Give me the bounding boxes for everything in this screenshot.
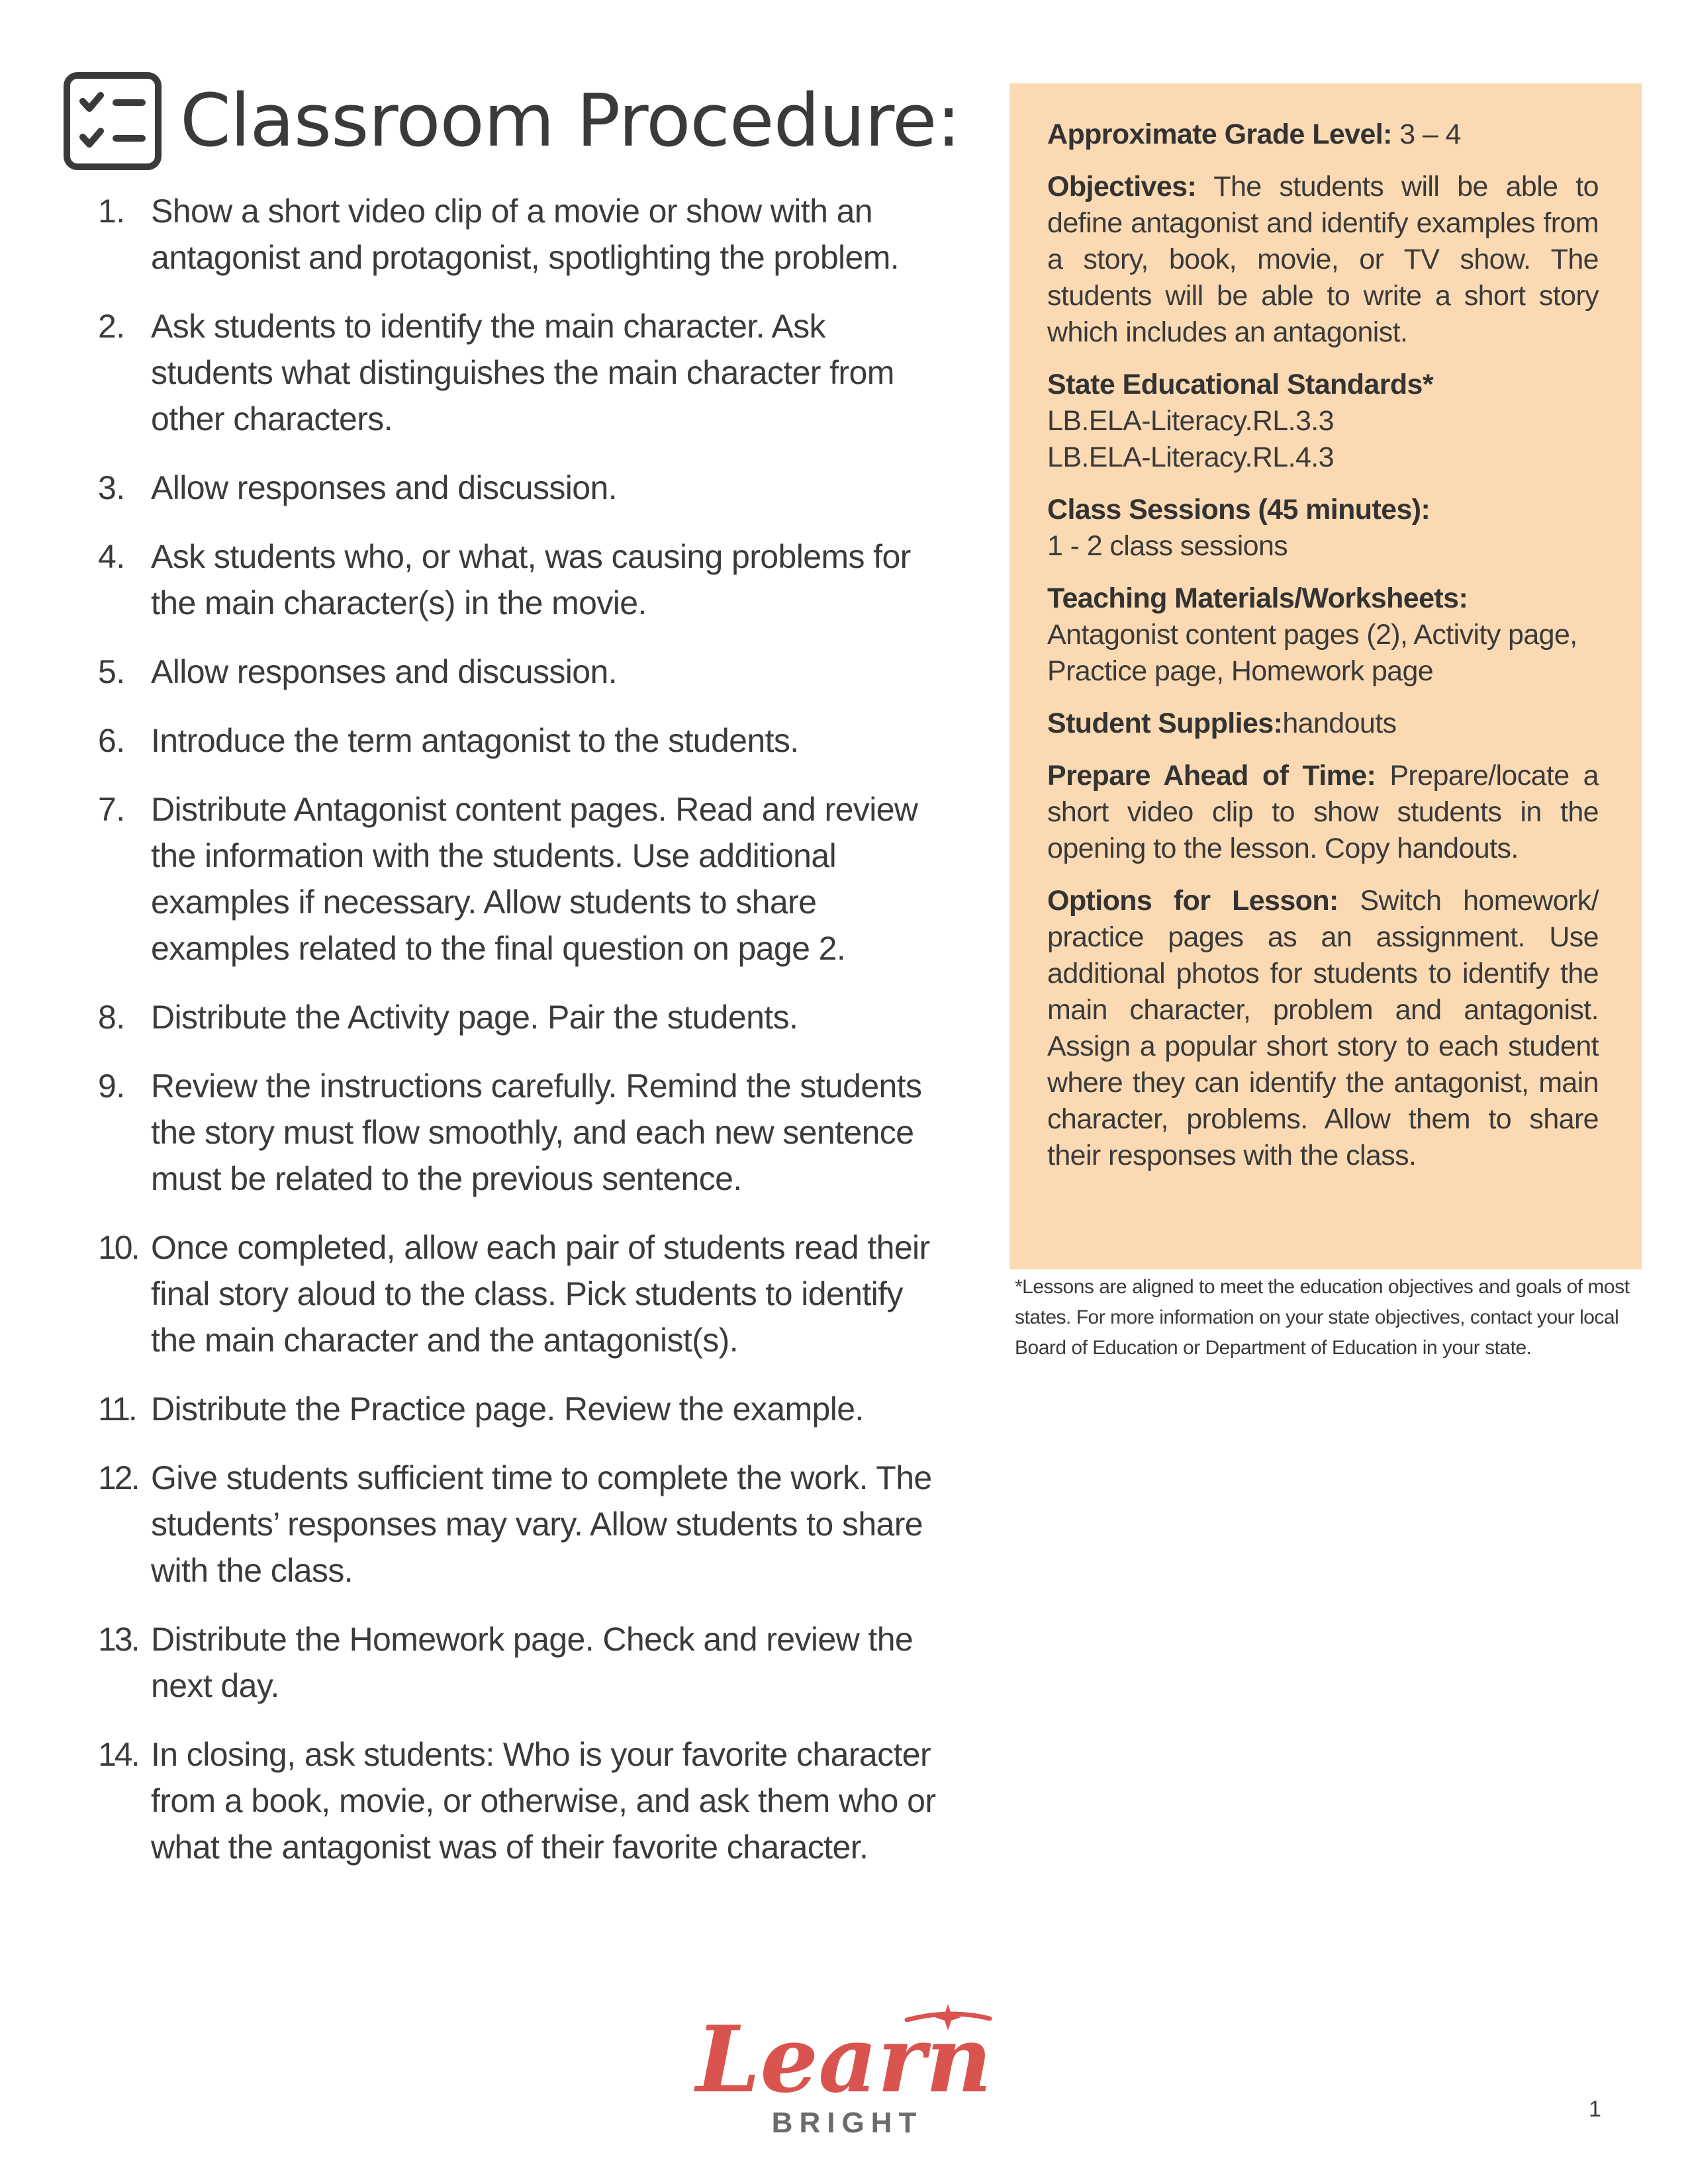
class-sessions-value: 1 - 2 class sessions xyxy=(1047,530,1288,562)
step-text: Distribute Antagonist content pages. Read and review the information with the students. Use additional examples if necessary. Allow students to share examples related to the final question on page 2. xyxy=(151,791,918,967)
materials-label: Teaching Materials/Worksheets: xyxy=(1047,582,1468,614)
page-number: 1 xyxy=(1589,2097,1601,2122)
step-text: Show a short video clip of a movie or show with an antagonist and protagonist, spotlighting the problem. xyxy=(151,193,900,276)
procedure-step xyxy=(98,1616,952,1709)
standard-item: LB.ELA-Literacy.RL.3.3 xyxy=(1047,405,1334,437)
step-number: 10. xyxy=(98,1229,138,1266)
step-text: Introduce the term antagonist to the students. xyxy=(151,722,799,759)
procedure-step xyxy=(98,1224,952,1363)
procedure-step xyxy=(98,303,952,442)
step-number: 14. xyxy=(98,1736,138,1773)
standards-footnote: *Lessons are aligned to meet the education objectives and goals of most states. For more information on your state objectives, contact your local Board of Education or Department of Education in your state. xyxy=(1015,1276,1630,1359)
class-sessions-label: Class Sessions (45 minutes): xyxy=(1047,494,1430,525)
class-sessions-section xyxy=(1047,492,1599,565)
step-text: Distribute the Homework page. Check and review the next day. xyxy=(151,1621,914,1704)
options-label: Options for Lesson: xyxy=(1047,885,1338,917)
procedure-list xyxy=(98,188,952,1893)
step-number: 5. xyxy=(98,653,125,690)
procedure-step xyxy=(98,1455,952,1594)
prepare-label: Prepare Ahead of Time: xyxy=(1047,760,1376,792)
step-text: In closing, ask students: Who is your favorite character from a book, movie, or otherwise, and ask them who or what the antagonist was of their favorite character. xyxy=(151,1736,936,1866)
grade-level-label: Approximate Grade Level: xyxy=(1047,118,1392,150)
step-number: 7. xyxy=(98,791,125,828)
grade-level-section xyxy=(1047,116,1599,153)
step-number: 1. xyxy=(98,193,125,230)
standards-section xyxy=(1047,367,1599,476)
step-number: 2. xyxy=(98,308,125,345)
step-number: 9. xyxy=(98,1068,125,1105)
procedure-step xyxy=(98,717,952,764)
options-value: Switch homework/ practice pages as an assignment. Use additional photos for students to identify the main character, problem and antagonist. Assign a popular short story to each student where they can identify the antagonist, main character, problems. Allow them to share their responses with the class. xyxy=(1047,885,1599,1171)
supplies-section xyxy=(1047,705,1599,742)
prepare-section xyxy=(1047,758,1599,867)
step-number: 8. xyxy=(98,999,125,1036)
standards-label: State Educational Standards* xyxy=(1047,369,1433,400)
step-text: Review the instructions carefully. Remind the students the story must flow smoothly, and each new sentence must be related to the previous sentence. xyxy=(151,1068,922,1197)
lesson-info-panel xyxy=(1009,83,1642,1269)
step-number: 6. xyxy=(98,722,125,759)
step-number: 3. xyxy=(98,469,125,506)
procedure-step xyxy=(98,994,952,1040)
step-text: Give students sufficient time to complete the work. The students’ responses may vary. Allow students to share with the class. xyxy=(151,1459,932,1589)
procedure-step xyxy=(98,1386,952,1432)
step-number: 13. xyxy=(98,1621,138,1658)
procedure-step xyxy=(98,1063,952,1202)
objectives-section xyxy=(1047,169,1599,351)
step-text: Ask students who, or what, was causing problems for the main character(s) in the movie. xyxy=(151,538,911,621)
objectives-text: The students will be able to define antagonist and identify examples from a story, book, movie, or TV show. The students will be able to write a short story which includes an antagonist. xyxy=(1047,171,1599,348)
grade-level-value: 3 – 4 xyxy=(1391,118,1461,150)
step-text: Once completed, allow each pair of students read their final story aloud to the class. Pick students to identify the main character and the antagonist(s). xyxy=(151,1229,930,1359)
step-text: Allow responses and discussion. xyxy=(151,469,618,506)
standard-item: LB.ELA-Literacy.RL.4.3 xyxy=(1047,441,1334,473)
prepare-value: Prepare/locate a short video clip to show students in the opening to the lesson. Copy handouts. xyxy=(1047,760,1599,864)
step-text: Distribute the Practice page. Review the example. xyxy=(151,1390,864,1428)
procedure-step xyxy=(98,786,952,972)
procedure-step xyxy=(98,465,952,511)
materials-value: Antagonist content pages (2), Activity page, Practice page, Homework page xyxy=(1047,619,1577,687)
supplies-label: Student Supplies: xyxy=(1047,707,1283,739)
step-text: Ask students to identify the main character. Ask students what distinguishes the main character from other characters. xyxy=(151,308,894,437)
checklist-icon xyxy=(63,71,162,171)
objectives-label: Objectives: xyxy=(1047,171,1197,203)
step-number: 4. xyxy=(98,538,125,575)
options-section xyxy=(1047,883,1599,1174)
step-text: Distribute the Activity page. Pair the students. xyxy=(151,999,798,1036)
procedure-step xyxy=(98,188,952,281)
procedure-step xyxy=(98,649,952,695)
procedure-step xyxy=(98,533,952,626)
step-number: 12. xyxy=(98,1459,138,1496)
logo-subword: BRIGHT xyxy=(771,2107,923,2139)
logo-word: Learn xyxy=(696,2005,992,2113)
page-title: Classroom Procedure: xyxy=(180,78,961,163)
step-text: Allow responses and discussion. xyxy=(151,653,618,690)
procedure-step xyxy=(98,1731,952,1870)
learn-bright-logo xyxy=(688,1992,1000,2144)
supplies-value: handouts xyxy=(1282,707,1397,739)
step-number: 11. xyxy=(98,1390,136,1428)
materials-section xyxy=(1047,580,1599,690)
